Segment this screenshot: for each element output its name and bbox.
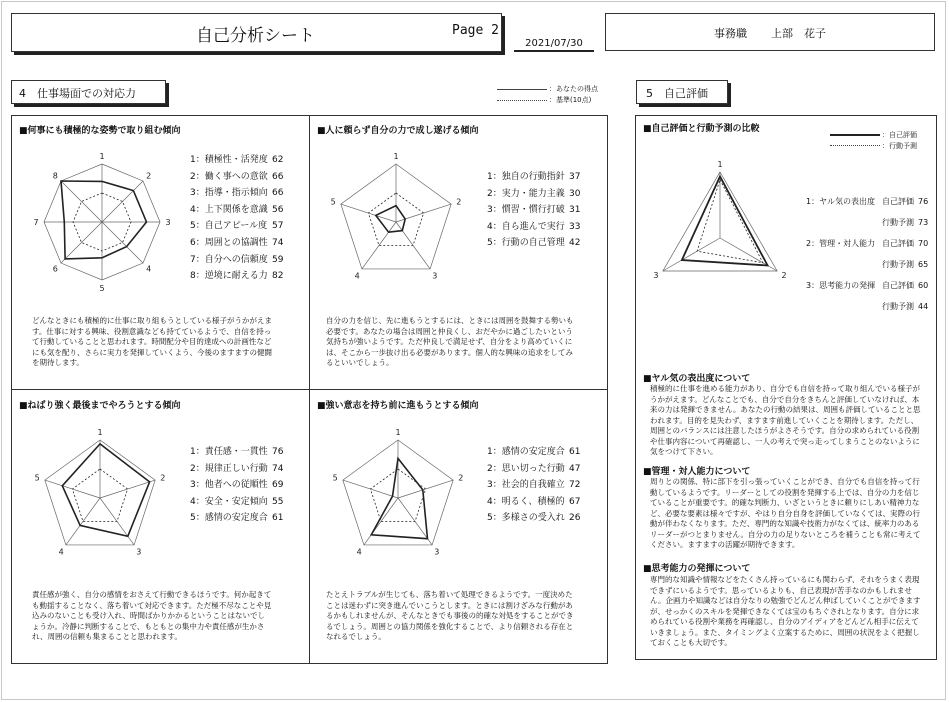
panel1-item-8 [190,270,283,282]
item-value: 82 [272,271,284,282]
pred-score-value: 73 [918,218,929,227]
item-value: 55 [272,496,284,507]
self-eval-score-value: 60 [918,281,929,290]
item-label: 7：自分への信頼度 [190,254,268,265]
panel1-axis-label-5: 5 [99,284,105,293]
item-label: 3：他者への従順性 [190,480,268,491]
panel1-axis-label-3: 3 [165,218,171,227]
item-label: 3：指導・指示傾向 [190,188,268,199]
self-eval-score-value: 70 [918,239,929,248]
person-name: 上部 花子 [771,27,826,40]
panel1-radar-chart [26,142,186,292]
motivation-heading: ■ヤル気の表出度について [643,374,751,384]
item-value: 47 [569,463,581,474]
panel4-item-3 [487,479,580,491]
item-value: 57 [272,221,284,232]
panel4-items [487,446,580,529]
self-eval-item-label: 2：管理・対人能力 [806,239,876,248]
panel4-spoke-4 [364,498,398,545]
panel2-axis-label-1: 1 [393,152,399,161]
legend-base-label: ：基準(10点) [549,96,592,104]
panel4-title: ■強い意志を持ち前に進もうとする傾向 [317,401,479,411]
item-value: 61 [272,513,284,524]
panel4-item-5 [487,512,580,524]
panel3-axis-label-5: 5 [34,473,40,483]
panel4-item-2 [487,463,580,475]
self-eval-item-2 [806,238,932,249]
item-label: 1：責任感・一貫性 [190,447,268,457]
panel1-description: どんなときにも積極的に仕事に取り組もうとしている様子がうかがえます。仕事に対する興味、役割意識なども持てているようで、自信を持って行動していることと思われます。時間配分や目的達成への計画性などにも気を配り、さらに実力を発揮していくよう、今後のますますの健闘を期待します。 [32,316,272,367]
item-label: 4：明るく、積極的 [487,496,565,507]
panel3-description: 責任感が強く、自分の感情をおさえて行動できるほうです。何か起きても動揺することなく、落ち着いて対応できます。ただ極不尽なことや見込みのないことも受け入れ、時間ばかりかかるということはないでしょうか。冷静に判断することで、もともとの集中力や責任感が生かされ、周囲の信頼も集まることと思われます。 [32,590,272,641]
panel3-radar-chart [24,418,184,568]
panel1-axis-label-2: 2 [146,171,152,181]
panel4-description: たとえトラブルが生じても、落ち着いて処理できるようです。一度決めたことは迷わずに突き進んでいこうとします。ときには割けざみな行動があるかもしれませんが、そんなときでも事後の的確な対処をすることができるでしょう。周囲との協力関係を強化することで、より信頼される存在となれるでしょう。 [326,590,574,641]
item-label: 2：働く事への意欲 [190,171,268,182]
item-value: 30 [569,188,581,199]
item-label: 5：多様さの受入れ [487,513,565,524]
pred-score-value: 44 [918,302,929,311]
self-eval-axis-label-2: 2 [781,271,787,280]
thinking-text: 専門的な知識や情報などをたくさん持っているにも関わらず、それをうまく表現できずにいるようです。思っているよりも、自己表現が苦手なのかもしれません。企画力や知識などは自分なりの勉強でどんどん伸ばしていくことができますが、せっかくのスキルを発揮できなくては宝のもちぐされとなります。自分に求められている役割や業務を再確認し、自分のアイディアをどんどん相手に伝えていきましょう。また、タイミングよく立案するために、周囲の状況をよく把握しておくことも大切です。 [650,575,921,647]
panel1-spoke-4 [102,222,143,263]
item-value: 37 [569,172,581,182]
item-value: 26 [569,513,581,524]
motivation-text: 積極的に仕事を進める能力があり、自分でも自信を持って取り組んでいる様子がうかがえます。どんなことでも、自分で自分をきちんと評価していなければ、本来の力は発揮できません。あなたの行動の結果は、周囲も評価していることと思われます。目的を見失わず、ますます前進していくことを期待します。ただし、周囲とのバランスには注意したほうがよさそうです。自分の求められている役割や仕事内容について再確認し、一人の考えで突っ走ってしまうことのないように気をつけて下さい。 [650,384,921,456]
self-eval-item-3 [806,280,932,291]
panel4-axis-label-4: 4 [356,547,362,557]
grid-horizontal-divider [11,389,608,390]
thinking-heading: ■思考能力の発揮について [643,564,751,574]
panel1-item-7 [190,254,283,266]
self-eval-axis-label-3: 3 [653,271,659,280]
self-eval-item-label: 1：ヤル気の表出度 [806,197,876,206]
item-label: 4：上下関係を意識 [190,204,268,215]
item-value: 33 [569,221,581,232]
item-value: 59 [272,254,284,265]
item-value: 74 [272,463,284,474]
item-label: 2：規律正しい行動 [190,463,268,474]
legend-self-label: ：あなたの得点 [549,85,598,93]
panel1-axis-label-7: 7 [33,218,39,227]
pred-score-label: 行動予測 [882,260,914,269]
panel2-items [487,171,580,254]
panel2-spoke-4 [362,222,396,269]
panel4-radar-chart [322,418,482,568]
item-value: 42 [569,238,581,249]
panel2-axis-label-4: 4 [354,271,360,281]
panel3-axis-label-4: 4 [58,547,64,557]
self-eval-item-label: 3：思考能力の発揮 [806,281,876,290]
panel3-item-3 [190,479,283,491]
panel3-item-2 [190,463,283,475]
item-label: 5：感情の安定度合 [190,513,268,524]
pred-item-1 [806,217,932,228]
item-value: 56 [272,204,284,215]
panel4-axis-label-3: 3 [434,547,440,557]
management-heading: ■管理・対人能力について [643,467,751,477]
item-label: 3：慣習・慣行打破 [487,205,565,216]
panel4-axis-label-1: 1 [395,428,401,437]
panel1-axis-label-8: 8 [52,171,58,181]
legend-pred-line [830,145,880,146]
pred-score-label: 行動予測 [882,218,914,227]
pred-score-value: 65 [918,260,929,269]
legend-pred-label: ：行動予測 [882,142,917,150]
item-label: 1：積極性・活発度 [190,155,268,165]
self-polygon [682,176,768,265]
panel1-item-1 [190,154,283,166]
panel2-item-1 [487,171,580,183]
self-eval-spoke-3 [663,238,720,271]
self-eval-title: ■自己評価と行動予測の比較 [643,124,760,134]
section5-title: 5 自己評価 [646,87,708,100]
item-label: 5：自己アピール度 [190,221,268,232]
item-value: 69 [272,480,284,491]
panel1-spoke-6 [61,222,102,263]
panel4-spoke-2 [398,480,453,498]
panel3-title: ■ねばり強く最後までやろうとする傾向 [19,401,181,411]
self-eval-score-value: 76 [918,197,929,206]
panel2-description: 自分の力を信じ、先に進もうとするには、ときには周囲を鼓舞する勢いも必要です。あなたの場合は周囲と仲良くし、おだやかに過ごしたいという気持ちが強いようです。ただ仲良しで満足せず、自分をより高めていくには、そこから一歩抜け出る必要があります。個人的な興味の追求をしてみるといいでしょう。 [326,316,574,367]
panel4-item-1 [487,446,580,458]
item-value: 61 [569,447,581,457]
panel2-item-3 [487,204,580,216]
panel1-item-4 [190,204,283,216]
sheet-title: 自己分析シート [196,26,315,46]
item-value: 66 [272,188,284,199]
self-eval-item-1 [806,196,932,207]
panel2-item-2 [487,188,580,200]
panel2-title: ■人に頼らず自分の力で成し遂げる傾向 [317,126,479,136]
self-eval-axis-label-1: 1 [717,160,723,169]
panel1-item-6 [190,237,283,249]
panel4-axis-label-2: 2 [458,473,464,483]
item-value: 74 [272,237,284,248]
panel4-axis-label-5: 5 [332,473,338,483]
item-label: 2：実力・能力主義 [487,188,565,199]
panel3-item-1 [190,446,283,458]
self-eval-score-label: 自己評価 [882,239,914,248]
person-info [605,25,935,41]
pred-score-label: 行動予測 [882,302,914,311]
panel2-axis-label-3: 3 [432,271,438,281]
item-label: 2：思い切った行動 [487,463,565,474]
panel1-title: ■何事にも積極的な姿勢で取り組む傾向 [19,126,181,136]
self-eval-score-label: 自己評価 [882,281,914,290]
job-title: 事務職 [714,27,747,40]
item-label: 3：社会的自我確立 [487,480,565,491]
panel3-axis-label-2: 2 [160,473,166,483]
legend-self-eval-label: ：自己評価 [882,131,917,139]
item-value: 72 [569,480,581,491]
item-label: 6：周囲との協調性 [190,237,268,248]
item-label: 1：感情の安定度合 [487,447,565,457]
management-text: 周りとの関係、特に部下を引っ張っていくことができ、自分でも自信を持って行動しているようです。リーダーとしての役割を発揮する上では、自分の力を信じていることが重要です。的確な判断力、いざというときに頼りにしあい精神力など、必要な要素は様々ですが、やはり自分自身を評価していなくては、実際の行動が伴わなくなります。ただ、専門的な知識や技術力がなくては、統率力のあるリーダーがつとまりません。自分の力の足りないところを補うことも常に考えてください。ますますの活躍が期待できます。 [650,477,921,549]
item-value: 76 [272,447,284,457]
panel4-item-4 [487,496,580,508]
panel1-axis-label-6: 6 [52,264,58,274]
legend-base-line [497,100,547,101]
item-value: 67 [569,496,581,507]
self-eval-items [806,196,932,322]
item-label: 1：独自の行動指針 [487,172,565,182]
panel3-axis-label-3: 3 [136,547,142,557]
item-label: 4：安全・安定傾向 [190,496,268,507]
panel1-axis-label-1: 1 [99,152,105,161]
pred-item-2 [806,259,932,270]
item-value: 31 [569,205,581,216]
item-value: 66 [272,171,284,182]
panel3-axis-label-1: 1 [97,428,103,437]
pred-item-3 [806,301,932,312]
panel1-axis-label-4: 4 [146,264,152,274]
panel2-spoke-2 [396,204,451,222]
panel2-axis-label-2: 2 [456,197,462,207]
panel1-item-2 [190,171,283,183]
legend-self-eval-line [830,134,880,136]
panel3-items [190,446,283,529]
report-date: 2021/07/30 [514,38,594,52]
section4-title: 4 仕事場面での対応力 [19,87,136,100]
item-label: 4：自ら進んで実行 [487,221,565,232]
legend-self-line [497,89,547,90]
panel1-item-5 [190,220,283,232]
panel1-item-3 [190,187,283,199]
item-label: 5：行動の自己管理 [487,238,565,249]
panel2-item-4 [487,221,580,233]
panel3-item-5 [190,512,283,524]
item-value: 62 [272,155,284,165]
panel2-item-5 [487,237,580,249]
panel1-spoke-8 [61,181,102,222]
page-number: Page 2 [452,23,499,38]
item-label: 8：逆境に耐える力 [190,271,268,282]
self-eval-score-label: 自己評価 [882,197,914,206]
panel2-radar-chart [320,142,480,292]
panel3-item-4 [190,496,283,508]
panel2-axis-label-5: 5 [330,197,336,207]
self-eval-radar-chart [648,160,798,298]
pred-polygon [697,180,763,263]
panel1-items [190,154,283,287]
